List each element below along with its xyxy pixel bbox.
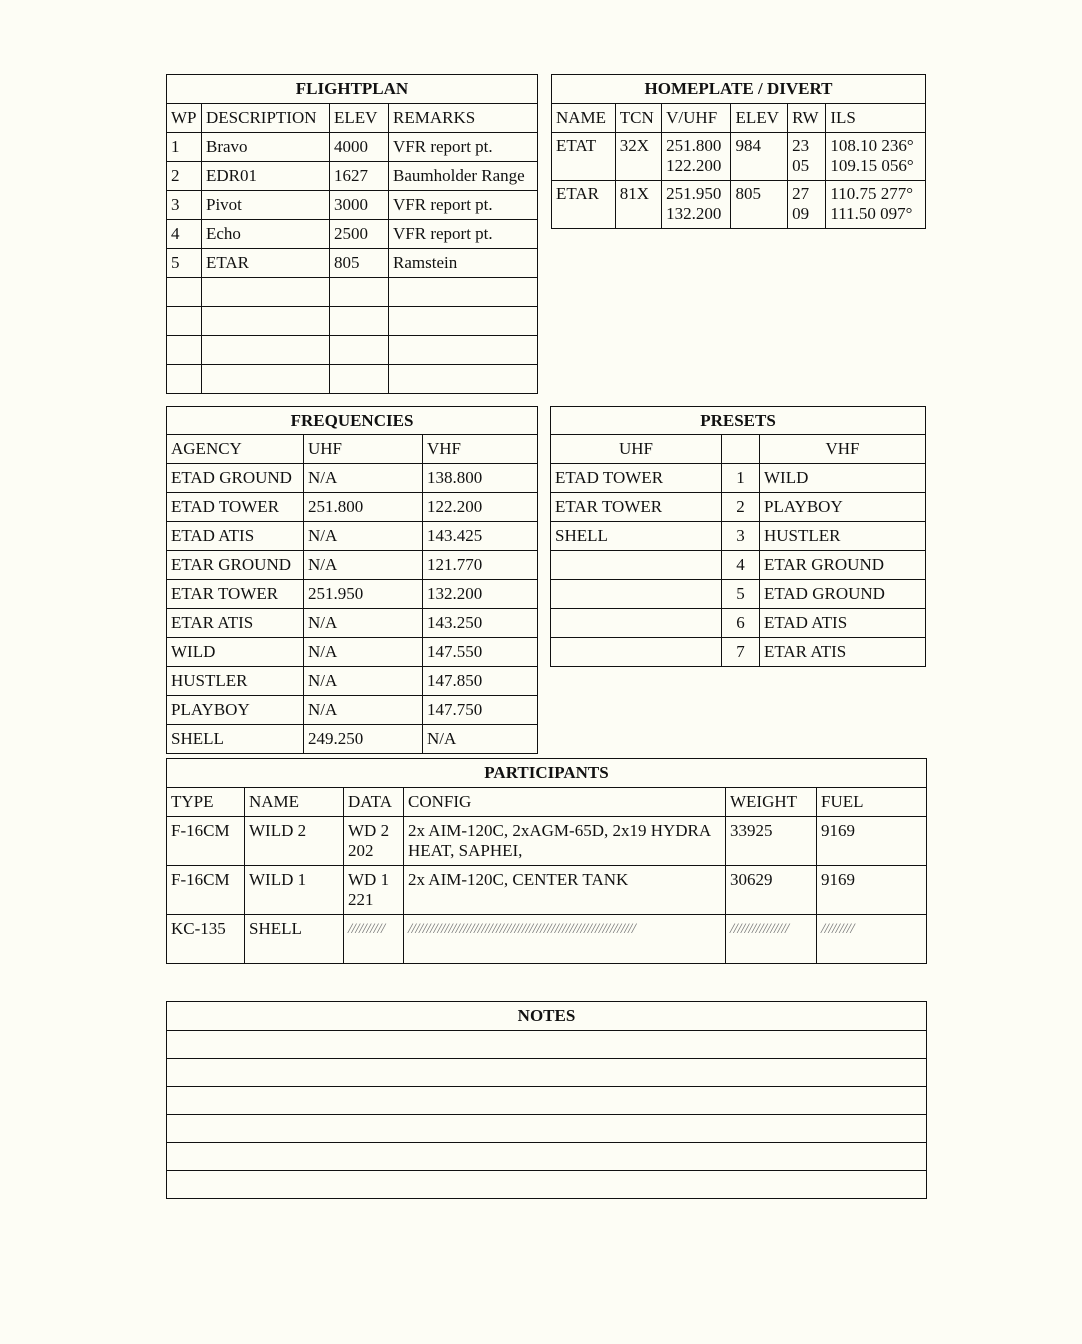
- frequency-row: [167, 667, 538, 696]
- preset-row: [551, 609, 926, 638]
- runway: 23: [792, 136, 810, 155]
- agency-uhf: 251.950: [304, 580, 423, 609]
- flightplan-header-wp: WP: [167, 104, 202, 133]
- flightplan-row-blank: [167, 365, 538, 394]
- ils-entry: 111.50 097°: [830, 204, 913, 223]
- vuhf-uhf: 251.950: [666, 184, 722, 203]
- waypoint-elevation[interactable]: [330, 336, 389, 365]
- config-line: 2x AIM-120C, 2xAGM-65D, 2x19 HYDRA: [408, 821, 712, 840]
- agency-uhf: 249.250: [304, 725, 423, 754]
- waypoint-elevation: 3000: [330, 191, 389, 220]
- participant-row: [167, 817, 927, 866]
- participant-row: [167, 866, 927, 915]
- config-line: 2x AIM-120C, CENTER TANK: [408, 870, 629, 889]
- preset-channel: 6: [722, 609, 760, 638]
- airfield-vuhf: [662, 133, 731, 181]
- notes-line[interactable]: [167, 1087, 927, 1115]
- agency-vhf: 147.750: [423, 696, 538, 725]
- loadout-config: [404, 866, 726, 915]
- preset-channel: 3: [722, 522, 760, 551]
- homeplate-header-elev: ELEV: [731, 104, 788, 133]
- waypoint-number: 2: [167, 162, 202, 191]
- airfield-elevation: 984: [731, 133, 788, 181]
- flightplan-row: [167, 133, 538, 162]
- agency-vhf: 143.425: [423, 522, 538, 551]
- preset-row: [551, 522, 926, 551]
- waypoint-remarks[interactable]: [389, 365, 538, 394]
- preset-channel: 4: [722, 551, 760, 580]
- flightplan-header-description: DESCRIPTION: [202, 104, 330, 133]
- preset-vhf: ETAD ATIS: [760, 609, 926, 638]
- agency-name: ETAD ATIS: [167, 522, 304, 551]
- notes-line[interactable]: [167, 1171, 927, 1199]
- preset-channel: 7: [722, 638, 760, 667]
- waypoint-remarks: VFR report pt.: [389, 220, 538, 249]
- loadout-config: [404, 915, 726, 964]
- agency-uhf: 251.800: [304, 493, 423, 522]
- datalink-id: WD 2: [348, 821, 390, 840]
- participants-header-name: NAME: [245, 788, 344, 817]
- notes-line[interactable]: [167, 1031, 927, 1059]
- aircraft-type: KC-135: [167, 915, 245, 964]
- flightplan-header-remarks: REMARKS: [389, 104, 538, 133]
- airfield-name: ETAT: [552, 133, 616, 181]
- preset-uhf: [551, 638, 722, 667]
- airfield-runways: [788, 133, 826, 181]
- flightplan-row-blank: [167, 278, 538, 307]
- preset-uhf: ETAD TOWER: [551, 464, 722, 493]
- preset-channel: 2: [722, 493, 760, 522]
- notes-line[interactable]: [167, 1143, 927, 1171]
- participant-row: [167, 915, 927, 964]
- flightplan-row-blank: [167, 336, 538, 365]
- ils-entry: 109.15 056°: [830, 156, 914, 175]
- agency-name: ETAR TOWER: [167, 580, 304, 609]
- frequencies-header-vhf: VHF: [423, 435, 538, 464]
- config-line: //////////////////////////////////////////////////////////////: [408, 921, 636, 937]
- waypoint-elevation: 805: [330, 249, 389, 278]
- participants-header-data: DATA: [344, 788, 404, 817]
- airfield-row: [552, 181, 926, 229]
- frequency-row: [167, 609, 538, 638]
- preset-uhf: [551, 580, 722, 609]
- callsign: WILD 2: [245, 817, 344, 866]
- ils-entry: 108.10 236°: [830, 136, 914, 155]
- homeplate-header-tcn: TCN: [615, 104, 661, 133]
- preset-row: [551, 551, 926, 580]
- agency-uhf: N/A: [304, 696, 423, 725]
- frequencies-header-uhf: UHF: [304, 435, 423, 464]
- aircraft-fuel: /////////: [817, 915, 927, 964]
- homeplate-header-ils: ILS: [826, 104, 926, 133]
- agency-name: ETAR GROUND: [167, 551, 304, 580]
- waypoint-description: Pivot: [202, 191, 330, 220]
- frequency-row: [167, 696, 538, 725]
- waypoint-number: 1: [167, 133, 202, 162]
- waypoint-description: ETAR: [202, 249, 330, 278]
- aircraft-type: F-16CM: [167, 817, 245, 866]
- presets-header-channel: [722, 435, 760, 464]
- waypoint-remarks[interactable]: [389, 307, 538, 336]
- agency-vhf: 138.800: [423, 464, 538, 493]
- waypoint-elevation[interactable]: [330, 307, 389, 336]
- participants-header-weight: WEIGHT: [726, 788, 817, 817]
- flightplan-row: [167, 162, 538, 191]
- agency-uhf: N/A: [304, 638, 423, 667]
- waypoint-elevation: 4000: [330, 133, 389, 162]
- frequencies-header-agency: AGENCY: [167, 435, 304, 464]
- preset-vhf: ETAR ATIS: [760, 638, 926, 667]
- frequency-row: [167, 725, 538, 754]
- airfield-vuhf: [662, 181, 731, 229]
- waypoint-description[interactable]: [202, 307, 330, 336]
- preset-vhf: ETAR GROUND: [760, 551, 926, 580]
- agency-vhf: 143.250: [423, 609, 538, 638]
- waypoint-elevation: 1627: [330, 162, 389, 191]
- airfield-ils: [826, 181, 926, 229]
- waypoint-remarks: VFR report pt.: [389, 191, 538, 220]
- runway: 05: [792, 156, 810, 175]
- notes-table: [166, 1001, 927, 1199]
- participants-header-type: TYPE: [167, 788, 245, 817]
- waypoint-number: 5: [167, 249, 202, 278]
- airfield-elevation: 805: [731, 181, 788, 229]
- agency-uhf: N/A: [304, 522, 423, 551]
- agency-uhf: N/A: [304, 551, 423, 580]
- agency-name: HUSTLER: [167, 667, 304, 696]
- preset-uhf: SHELL: [551, 522, 722, 551]
- callsign: WILD 1: [245, 866, 344, 915]
- notes-line[interactable]: [167, 1059, 927, 1087]
- waypoint-remarks: VFR report pt.: [389, 133, 538, 162]
- agency-uhf: N/A: [304, 464, 423, 493]
- datalink-number: 221: [348, 890, 374, 909]
- frequency-row: [167, 638, 538, 667]
- agency-name: WILD: [167, 638, 304, 667]
- frequency-row: [167, 464, 538, 493]
- datalink: [344, 915, 404, 964]
- preset-vhf: HUSTLER: [760, 522, 926, 551]
- loadout-config: [404, 817, 726, 866]
- datalink-id: WD 1: [348, 870, 390, 889]
- flightplan-title: FLIGHTPLAN: [167, 75, 538, 104]
- participants-header-fuel: FUEL: [817, 788, 927, 817]
- waypoint-remarks: Baumholder Range: [389, 162, 538, 191]
- airfield-row: [552, 133, 926, 181]
- agency-uhf: N/A: [304, 667, 423, 696]
- preset-row: [551, 493, 926, 522]
- aircraft-fuel: 9169: [817, 866, 927, 915]
- agency-vhf: N/A: [423, 725, 538, 754]
- preset-vhf: WILD: [760, 464, 926, 493]
- waypoint-description[interactable]: [202, 365, 330, 394]
- aircraft-fuel: 9169: [817, 817, 927, 866]
- agency-vhf: 147.550: [423, 638, 538, 667]
- waypoint-elevation: 2500: [330, 220, 389, 249]
- preset-uhf: ETAR TOWER: [551, 493, 722, 522]
- agency-name: ETAR ATIS: [167, 609, 304, 638]
- preset-channel: 5: [722, 580, 760, 609]
- datalink-number: 202: [348, 841, 374, 860]
- waypoint-number: 4: [167, 220, 202, 249]
- homeplate-header-rw: RW: [788, 104, 826, 133]
- aircraft-weight: 30629: [726, 866, 817, 915]
- waypoint-description[interactable]: [202, 278, 330, 307]
- agency-name: SHELL: [167, 725, 304, 754]
- runway: 27: [792, 184, 810, 203]
- preset-uhf: [551, 551, 722, 580]
- vuhf-uhf: 251.800: [666, 136, 722, 155]
- waypoint-description: Echo: [202, 220, 330, 249]
- notes-line[interactable]: [167, 1115, 927, 1143]
- ils-entry: 110.75 277°: [830, 184, 913, 203]
- aircraft-weight: ////////////////: [726, 915, 817, 964]
- preset-row: [551, 638, 926, 667]
- flightplan-row: [167, 249, 538, 278]
- agency-uhf: N/A: [304, 609, 423, 638]
- flightplan-table: [166, 74, 538, 394]
- presets-title: PRESETS: [551, 407, 926, 435]
- frequency-row: [167, 580, 538, 609]
- flightplan-row-blank: [167, 307, 538, 336]
- agency-vhf: 121.770: [423, 551, 538, 580]
- waypoint-remarks[interactable]: [389, 336, 538, 365]
- flightplan-row: [167, 220, 538, 249]
- homeplate-header-name: NAME: [552, 104, 616, 133]
- waypoint-elevation[interactable]: [330, 365, 389, 394]
- preset-vhf: ETAD GROUND: [760, 580, 926, 609]
- agency-name: ETAD GROUND: [167, 464, 304, 493]
- airfield-runways: [788, 181, 826, 229]
- waypoint-number[interactable]: [167, 336, 202, 365]
- datalink: [344, 866, 404, 915]
- homeplate-title: HOMEPLATE / DIVERT: [552, 75, 926, 104]
- preset-vhf: PLAYBOY: [760, 493, 926, 522]
- waypoint-number[interactable]: [167, 365, 202, 394]
- vuhf-vhf: 132.200: [666, 204, 722, 223]
- waypoint-elevation[interactable]: [330, 278, 389, 307]
- agency-vhf: 132.200: [423, 580, 538, 609]
- frequency-row: [167, 522, 538, 551]
- participants-table: [166, 758, 927, 964]
- airfield-ils: [826, 133, 926, 181]
- aircraft-type: F-16CM: [167, 866, 245, 915]
- agency-name: ETAD TOWER: [167, 493, 304, 522]
- frequencies-table: [166, 406, 538, 754]
- presets-header-vhf: VHF: [760, 435, 926, 464]
- config-line: HEAT, SAPHEI,: [408, 841, 523, 860]
- aircraft-weight: 33925: [726, 817, 817, 866]
- homeplate-divert-table: [551, 74, 926, 229]
- waypoint-description: EDR01: [202, 162, 330, 191]
- vuhf-vhf: 122.200: [666, 156, 722, 175]
- preset-row: [551, 580, 926, 609]
- waypoint-number: 3: [167, 191, 202, 220]
- frequencies-title: FREQUENCIES: [167, 407, 538, 435]
- frequency-row: [167, 551, 538, 580]
- waypoint-remarks[interactable]: [389, 278, 538, 307]
- participants-header-config: CONFIG: [404, 788, 726, 817]
- participants-title: PARTICIPANTS: [167, 759, 927, 788]
- runway: 09: [792, 204, 810, 223]
- agency-vhf: 122.200: [423, 493, 538, 522]
- datalink-id: //////////: [348, 921, 385, 937]
- airfield-name: ETAR: [552, 181, 616, 229]
- waypoint-number[interactable]: [167, 278, 202, 307]
- waypoint-description: Bravo: [202, 133, 330, 162]
- datalink: [344, 817, 404, 866]
- airfield-tacan: 81X: [615, 181, 661, 229]
- preset-channel: 1: [722, 464, 760, 493]
- airfield-tacan: 32X: [615, 133, 661, 181]
- homeplate-header-vuhf: V/UHF: [662, 104, 731, 133]
- callsign: SHELL: [245, 915, 344, 964]
- frequency-row: [167, 493, 538, 522]
- presets-header-uhf: UHF: [551, 435, 722, 464]
- presets-table: [550, 406, 926, 667]
- agency-vhf: 147.850: [423, 667, 538, 696]
- flightplan-header-elev: ELEV: [330, 104, 389, 133]
- flightplan-row: [167, 191, 538, 220]
- agency-name: PLAYBOY: [167, 696, 304, 725]
- waypoint-remarks: Ramstein: [389, 249, 538, 278]
- waypoint-description[interactable]: [202, 336, 330, 365]
- waypoint-number[interactable]: [167, 307, 202, 336]
- notes-title: NOTES: [167, 1002, 927, 1031]
- preset-uhf: [551, 609, 722, 638]
- preset-row: [551, 464, 926, 493]
